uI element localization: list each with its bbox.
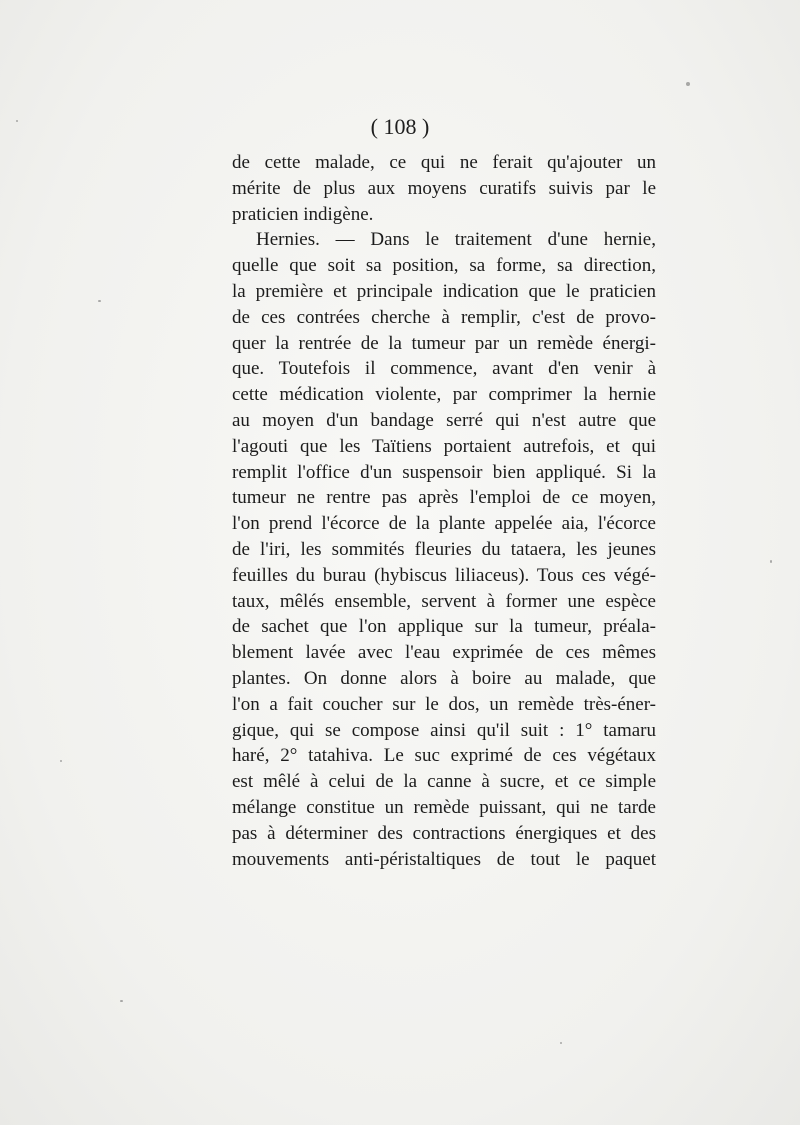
text-line-5: quelle que soit sa position, sa forme, sa direction, xyxy=(232,255,656,277)
text-line-10: cette médication violente, par comprimer la hernie xyxy=(232,384,656,406)
text-line-14: tumeur ne rentre pas après l'emploi de ce moyen, xyxy=(232,487,656,509)
text-line-2: mérite de plus aux moyens curatifs suivis par le xyxy=(232,177,656,199)
text-line-28: mouvements anti-péristaltiques de tout le paquet xyxy=(232,848,656,870)
text-line-4: Hernies. — Dans le traitement d'une hernie, xyxy=(256,229,656,251)
text-line-24: haré, 2° tatahiva. Le suc exprimé de ces végétaux xyxy=(232,745,656,767)
text-line-22: l'on a fait coucher sur le dos, un remède très-éner- xyxy=(232,693,656,715)
text-line-3: praticien indigène. xyxy=(232,203,374,225)
paper-speck xyxy=(560,1042,562,1044)
paper-speck xyxy=(120,1000,123,1002)
text-line-27: pas à déterminer des contractions énergiques et des xyxy=(232,822,656,844)
text-line-26: mélange constitue un remède puissant, qui ne tarde xyxy=(232,796,656,818)
text-line-18: taux, mêlés ensemble, servent à former une espèce xyxy=(232,590,656,612)
text-line-1: de cette malade, ce qui ne ferait qu'ajouter un xyxy=(232,152,656,173)
text-line-16: de l'iri, les sommités fleuries du tataera, les jeunes xyxy=(232,538,656,560)
text-line-23: gique, qui se compose ainsi qu'il suit : 1° tamaru xyxy=(232,719,656,741)
body-text xyxy=(232,150,656,872)
paper-speck xyxy=(98,300,101,302)
paper-speck xyxy=(686,82,690,86)
text-line-8: quer la rentrée de la tumeur par un remède énergi- xyxy=(232,332,656,354)
text-line-25: est mêlé à celui de la canne à sucre, et ce simple xyxy=(232,771,656,793)
text-line-15: l'on prend l'écorce de la plante appelée aia, l'écorce xyxy=(232,513,656,535)
text-line-19: de sachet que l'on applique sur la tumeur, préala- xyxy=(232,616,656,638)
text-line-13: remplit l'office d'un suspensoir bien appliqué. Si la xyxy=(232,461,656,483)
text-line-6: la première et principale indication que le praticien xyxy=(232,280,656,302)
paper-speck xyxy=(16,120,18,122)
text-line-11: au moyen d'un bandage serré qui n'est autre que xyxy=(232,409,656,431)
text-line-21: plantes. On donne alors à boire au malade, que xyxy=(232,667,656,689)
text-line-17: feuilles du burau (hybiscus liliaceus). Tous ces végé- xyxy=(232,564,656,586)
text-line-7: de ces contrées cherche à remplir, c'est de provo- xyxy=(232,306,656,328)
text-line-12: l'agouti que les Taïtiens portaient autrefois, et qui xyxy=(232,435,656,457)
paper-speck xyxy=(60,760,62,762)
text-line-9: que. Toutefois il commence, avant d'en venir à xyxy=(232,358,656,380)
text-line-20: blement lavée avec l'eau exprimée de ces mêmes xyxy=(232,642,656,664)
paper-speck xyxy=(770,560,772,563)
page-number: ( 108 ) xyxy=(370,114,430,139)
